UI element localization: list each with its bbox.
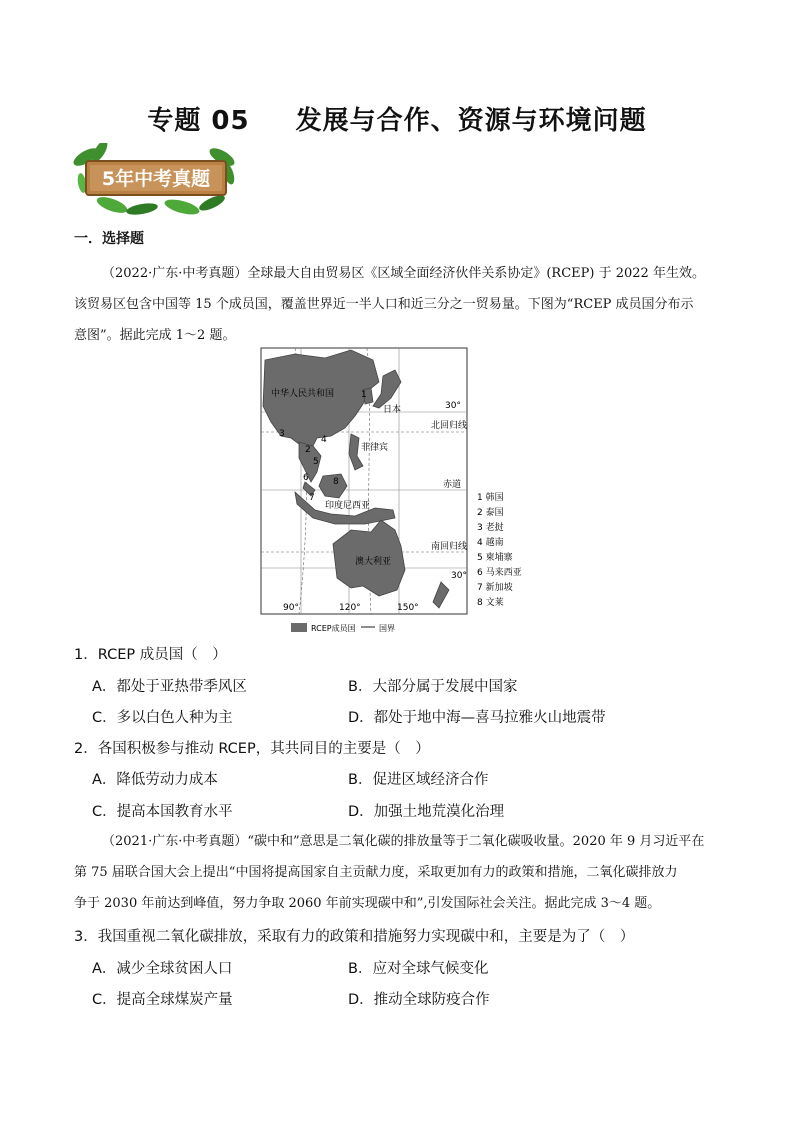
passage-rcep: （2022·广东·中考真题）全球最大自由贸易区《区域全面经济伙伴关系协定》(RCEP) 于 2022 年生效。 该贸易区包含中国等 15 个成员国，覆盖世界近一半人口和近三分之一贸易量。下图为“RCEP 成员国分布示 意图”。据此完成 1～2 题。 bbox=[74, 266, 705, 343]
label-philippines: 菲律宾 bbox=[361, 443, 389, 453]
title-topic-name: 发展与合作、资源与环境问题 bbox=[295, 106, 647, 136]
map-key-item: 8 文莱 bbox=[477, 598, 504, 608]
map-number: 2 bbox=[305, 445, 311, 455]
label-tropic-north: 北回归线 bbox=[431, 421, 468, 431]
passage-source: （2022·广东·中考真题） bbox=[102, 266, 248, 281]
question-option[interactable]: A．降低劳动力成本 bbox=[92, 772, 218, 788]
map-key-item: 6 马来西亚 bbox=[477, 568, 522, 578]
map-number: 7 bbox=[309, 493, 315, 503]
question-option[interactable]: D．加强土地荒漠化治理 bbox=[348, 804, 505, 820]
question-option[interactable]: C．提高全球煤炭产量 bbox=[92, 992, 233, 1008]
map-number: 5 bbox=[313, 457, 319, 467]
section-heading: 一．选择题 bbox=[74, 231, 144, 247]
question-stem: 1．RCEP 成员国（ ） bbox=[74, 647, 227, 663]
five-year-exam-badge bbox=[72, 143, 240, 217]
map-number: 3 bbox=[279, 429, 285, 439]
badge-text: 5年中考真题 bbox=[101, 168, 211, 190]
map-number: 6 bbox=[303, 473, 309, 483]
question-option[interactable]: B．大部分属于发展中国家 bbox=[348, 679, 518, 695]
rcep-map bbox=[255, 346, 535, 636]
question-option[interactable]: A．减少全球贫困人口 bbox=[92, 961, 233, 977]
question-stem: 3．我国重视二氧化碳排放，采取有力的政策和措施努力实现碳中和，主要是为了（ ） bbox=[74, 929, 635, 945]
question-option[interactable]: B．促进区域经济合作 bbox=[348, 772, 489, 788]
question-option[interactable]: C．多以白色人种为主 bbox=[92, 710, 233, 726]
map-key-item: 1 韩国 bbox=[477, 493, 504, 503]
map-key-item: 7 新加坡 bbox=[477, 583, 513, 593]
question-option[interactable]: B．应对全球气候变化 bbox=[348, 961, 489, 977]
page-title bbox=[0, 100, 794, 137]
label-tropic-south: 南回归线 bbox=[431, 542, 468, 552]
question-stem: 2．各国积极参与推动 RCEP，其共同目的主要是（ ） bbox=[74, 741, 430, 757]
map-key-item: 5 柬埔寨 bbox=[477, 553, 513, 563]
title-topic-number: 专题 05 bbox=[147, 106, 250, 136]
legend-member-swatch bbox=[291, 623, 307, 632]
label-lat-30s: 30° bbox=[451, 571, 467, 581]
passage-carbon-neutral: （2021·广东·中考真题）“碳中和”意思是二氧化碳的排放量等于二氧化碳吸收量。2020 年 9 月习近平在 第 75 届联合国大会上提出“中国将提高国家自主贡献力度，采取更加有力的政策和措施，二氧化碳排放力 争于 2030 年前达到峰值，努力争取 2060 年前实现碳中和”,引发国际社会关注。据此完成 3～4 题。 bbox=[74, 834, 705, 911]
label-equator: 赤道 bbox=[443, 480, 462, 490]
label-lon-120: 120° bbox=[339, 603, 361, 613]
question-option[interactable]: A．都处于亚热带季风区 bbox=[92, 679, 247, 695]
map-key-item: 4 越南 bbox=[477, 538, 504, 548]
map-key-item: 2 泰国 bbox=[477, 508, 504, 518]
question-option[interactable]: C．提高本国教育水平 bbox=[92, 804, 233, 820]
label-australia: 澳大利亚 bbox=[355, 557, 392, 567]
legend-member-label: RCEP成员国 bbox=[311, 624, 356, 633]
label-indonesia: 印度尼西亚 bbox=[325, 501, 371, 511]
map-legend bbox=[291, 623, 395, 633]
map-key-item: 3 老挝 bbox=[477, 523, 504, 533]
label-lat-30n: 30° bbox=[445, 401, 461, 411]
legend-border-label: 国界 bbox=[379, 624, 395, 633]
label-lon-90: 90° bbox=[283, 603, 299, 613]
map-number: 1 bbox=[361, 390, 367, 400]
question-option[interactable]: D．推动全球防疫合作 bbox=[348, 992, 490, 1008]
map-number: 4 bbox=[321, 435, 327, 445]
label-japan: 日本 bbox=[383, 405, 402, 415]
label-china: 中华人民共和国 bbox=[271, 389, 335, 399]
label-lon-150: 150° bbox=[397, 603, 419, 613]
map-number: 8 bbox=[333, 477, 339, 487]
passage-source: （2021·广东·中考真题） bbox=[102, 834, 248, 849]
question-option[interactable]: D．都处于地中海—喜马拉雅火山地震带 bbox=[348, 710, 606, 726]
